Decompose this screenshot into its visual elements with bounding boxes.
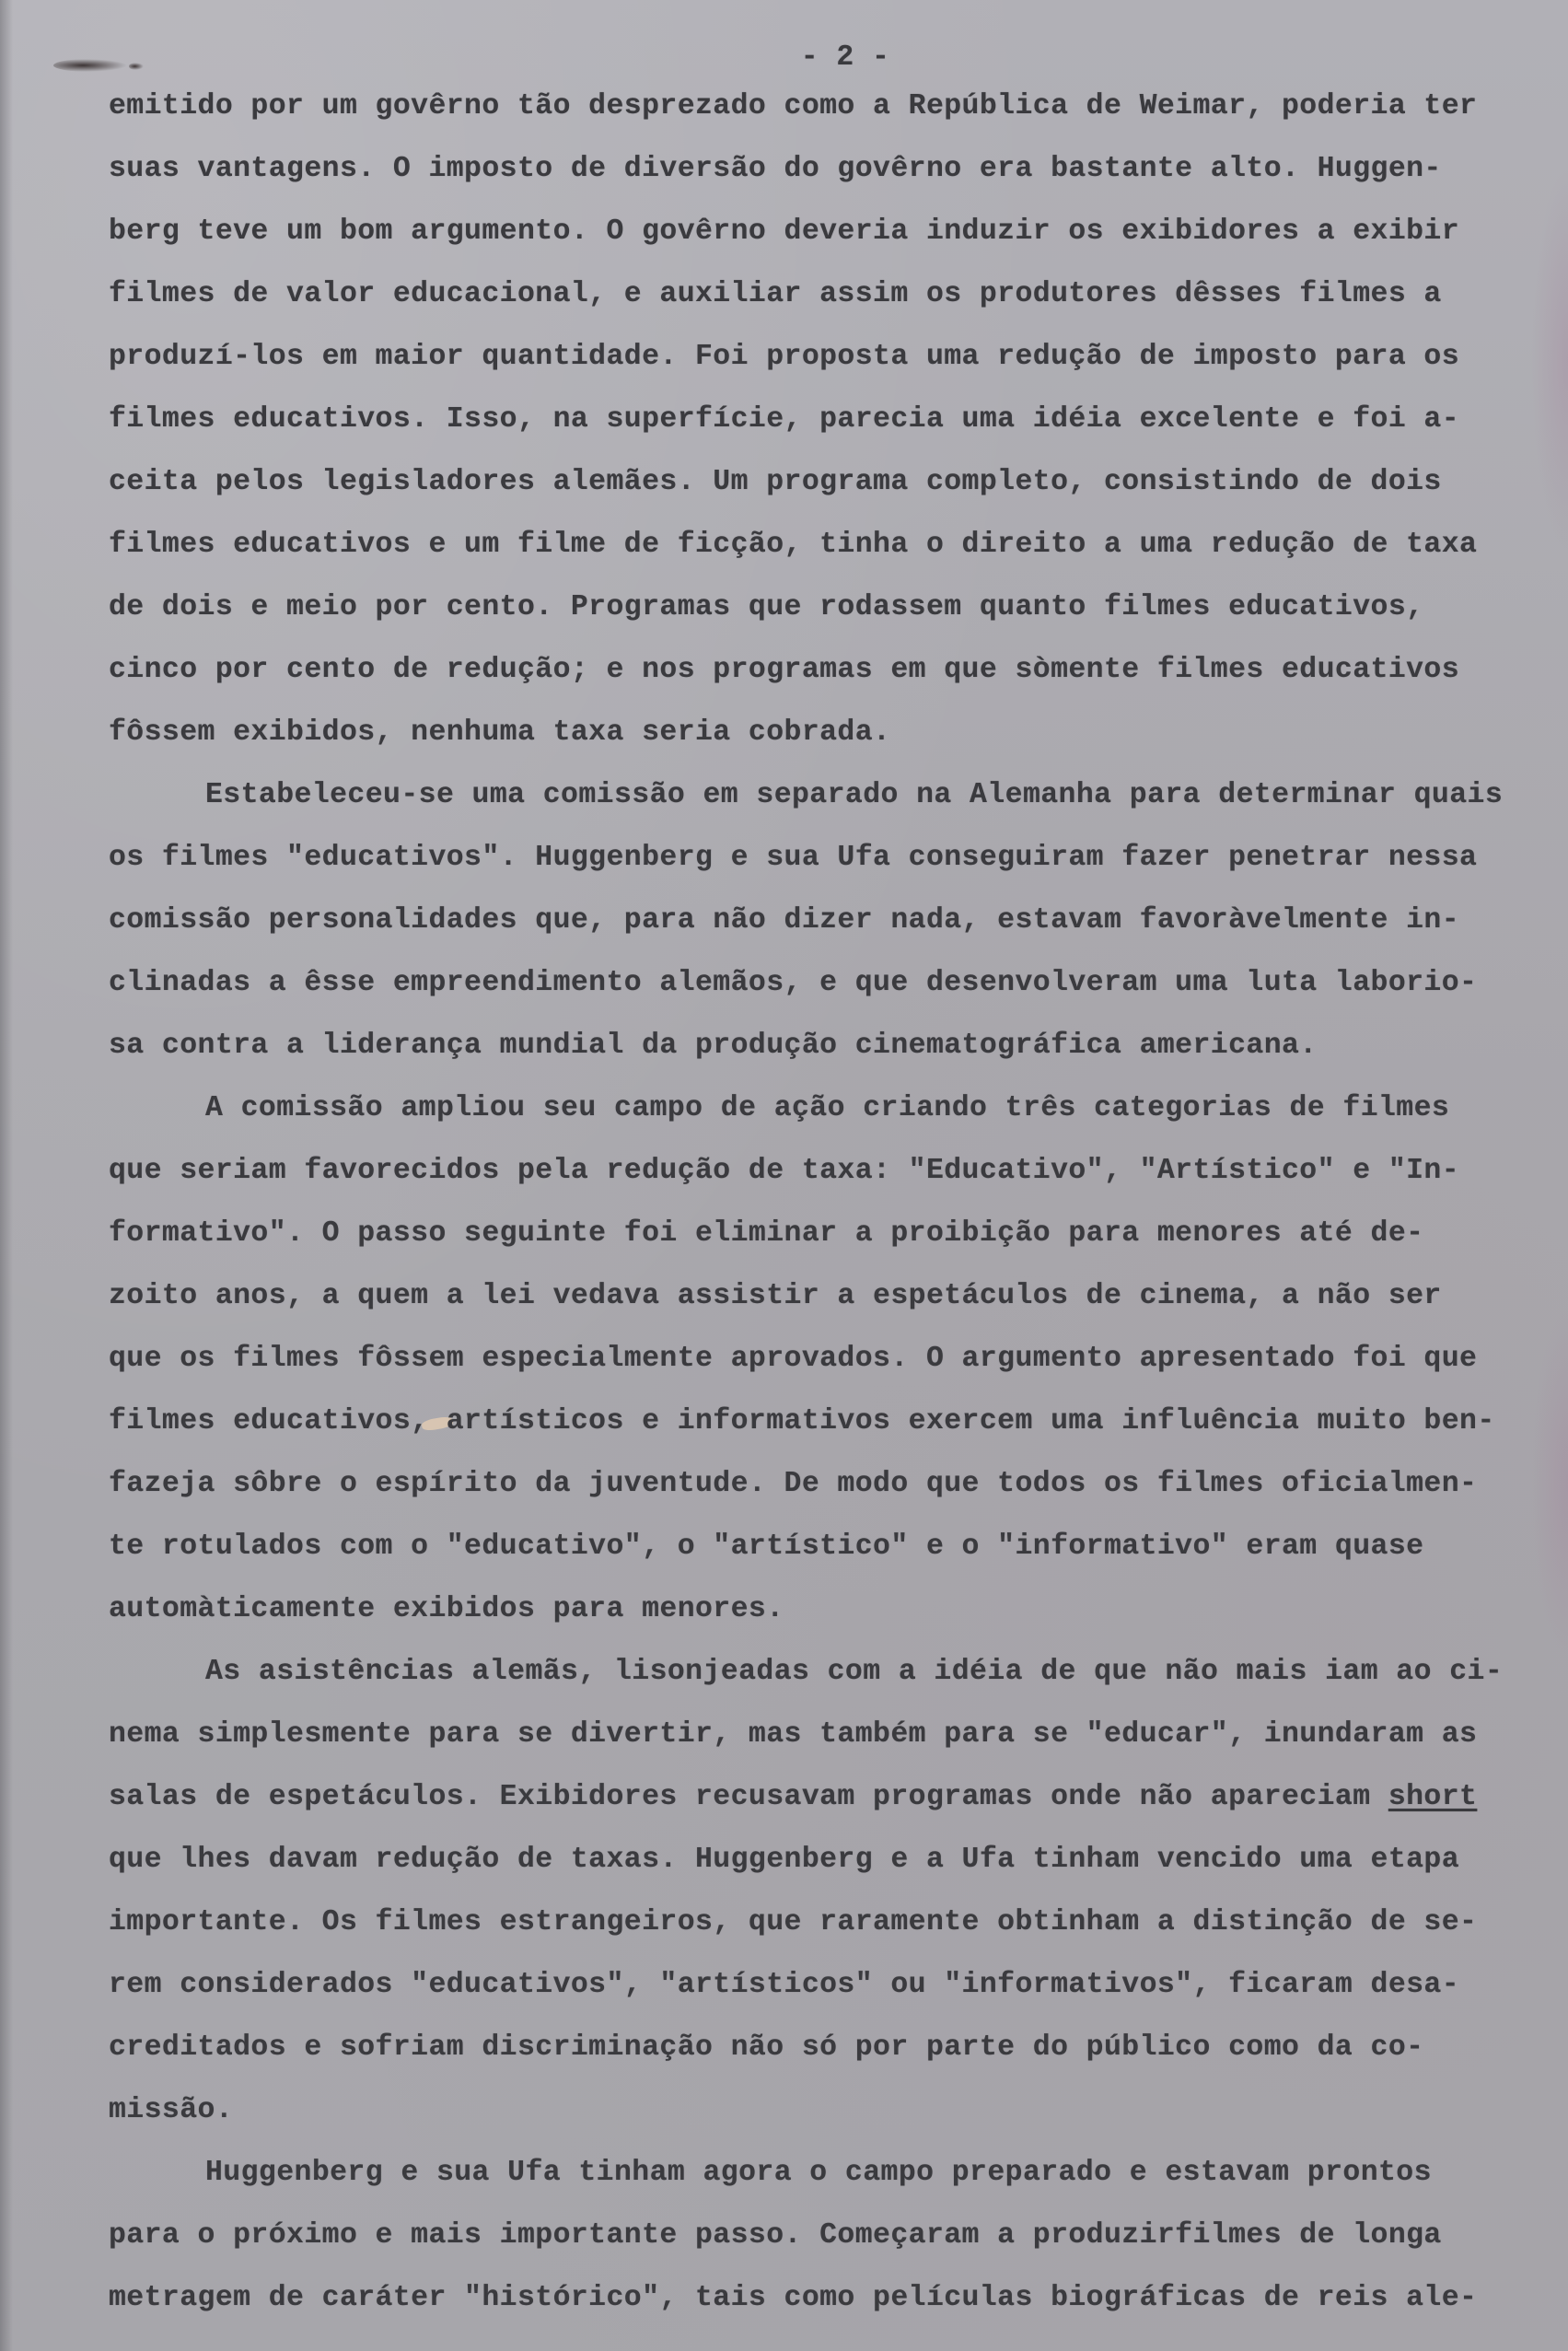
text-line: fazeja sôbre o espírito da juventude. De modo que todos os filmes oficialmen- <box>109 1468 1478 1500</box>
text-line: que os filmes fôssem especialmente aprovados. O argumento apresentado foi que <box>109 1343 1478 1375</box>
text-line-segment: salas de espetáculos. Exibidores recusavam programas onde não apareciam <box>109 1781 1388 1813</box>
paragraph-2 <box>109 764 1527 1077</box>
text-line: automàticamente exibidos para menores. <box>109 1593 784 1625</box>
page-number: - 2 - <box>800 41 890 74</box>
text-line: produzí-los em maior quantidade. Foi proposta uma redução de imposto para os <box>109 341 1460 373</box>
paragraph-1 <box>109 76 1527 764</box>
text-line: que lhes davam redução de taxas. Huggenberg e a Ufa tinham vencido uma etapa <box>109 1844 1460 1876</box>
text-line: filmes de valor educacional, e auxiliar assim os produtores dêsses filmes a <box>109 278 1442 310</box>
text-line: fôssem exibidos, nenhuma taxa seria cobrada. <box>109 716 891 749</box>
text-line: para o próximo e mais importante passo. Começaram a produzirfilmes de longa <box>109 2219 1442 2252</box>
paper-stain <box>1531 1308 1568 1658</box>
paragraph-4 <box>109 1641 1527 2142</box>
text-line: Huggenberg e sua Ufa tinham agora o campo preparado e estavam prontos <box>205 2157 1432 2189</box>
paper-stain <box>1531 166 1568 553</box>
text-line: suas vantagens. O imposto de diversão do govêrno era bastante alto. Huggen- <box>109 153 1442 185</box>
text-line: zoito anos, a quem a lei vedava assistir a espetáculos de cinema, a não ser <box>109 1280 1442 1312</box>
document-body <box>109 41 1527 2330</box>
text-line: os filmes "educativos". Huggenberg e sua Ufa conseguiram fazer penetrar nessa <box>109 842 1478 874</box>
text-line: cinco por cento de redução; e nos programas em que sòmente filmes educativos <box>109 654 1460 686</box>
text-line: importante. Os filmes estrangeiros, que raramente obtinham a distinção de se- <box>109 1906 1478 1938</box>
text-line: A comissão ampliou seu campo de ação criando três categorias de filmes <box>205 1092 1450 1124</box>
text-line: que seriam favorecidos pela redução de taxa: "Educativo", "Artístico" e "In- <box>109 1155 1460 1187</box>
text-line: berg teve um bom argumento. O govêrno deveria induzir os exibidores a exibir <box>109 215 1460 248</box>
text-line: filmes educativos. Isso, na superfície, parecia uma idéia excelente e foi a- <box>109 403 1460 436</box>
text-line: de dois e meio por cento. Programas que rodassem quanto filmes educativos, <box>109 591 1424 623</box>
paragraph-5 <box>109 2142 1527 2330</box>
text-line: sa contra a liderança mundial da produção cinematográfica americana. <box>109 1030 1318 1062</box>
text-line: clinadas a êsse empreendimento alemãos, e que desenvolveram uma luta laborio- <box>109 967 1478 999</box>
text-line: creditados e sofriam discriminação não só por parte do público como da co- <box>109 2031 1424 2064</box>
text-line: Estabeleceu-se uma comissão em separado na Alemanha para determinar quais <box>205 779 1504 811</box>
underlined-word: short <box>1388 1781 1478 1813</box>
text-line: ceita pelos legisladores alemães. Um programa completo, consistindo de dois <box>109 466 1442 498</box>
paragraph-3 <box>109 1077 1527 1641</box>
text-line: filmes educativos, artísticos e informativos exercem uma influência muito ben- <box>109 1405 1495 1437</box>
text-line: As asistências alemãs, lisonjeadas com a idéia de que não mais iam ao ci- <box>205 1656 1504 1688</box>
text-line <box>109 1766 1527 1829</box>
paper-edge-shadow <box>0 0 13 2351</box>
text-line: rem considerados "educativos", "artísticos" ou "informativos", ficaram desa- <box>109 1969 1460 2001</box>
text-line: filmes educativos e um filme de ficção, tinha o direito a uma redução de taxa <box>109 529 1478 561</box>
text-line: comissão personalidades que, para não dizer nada, estavam favoràvelmente in- <box>109 904 1460 937</box>
text-line: missão. <box>109 2094 234 2126</box>
text-line: te rotulados com o "educativo", o "artístico" e o "informativo" eram quase <box>109 1530 1424 1563</box>
text-line: formativo". O passo seguinte foi eliminar a proibição para menores até de- <box>109 1217 1424 1250</box>
text-line: emitido por um govêrno tão desprezado como a República de Weimar, poderia ter <box>109 90 1478 122</box>
text-line: nema simplesmente para se divertir, mas também para se "educar", inundaram as <box>109 1718 1478 1751</box>
text-line: metragem de caráter "histórico", tais como películas biográficas de reis ale- <box>109 2282 1478 2314</box>
